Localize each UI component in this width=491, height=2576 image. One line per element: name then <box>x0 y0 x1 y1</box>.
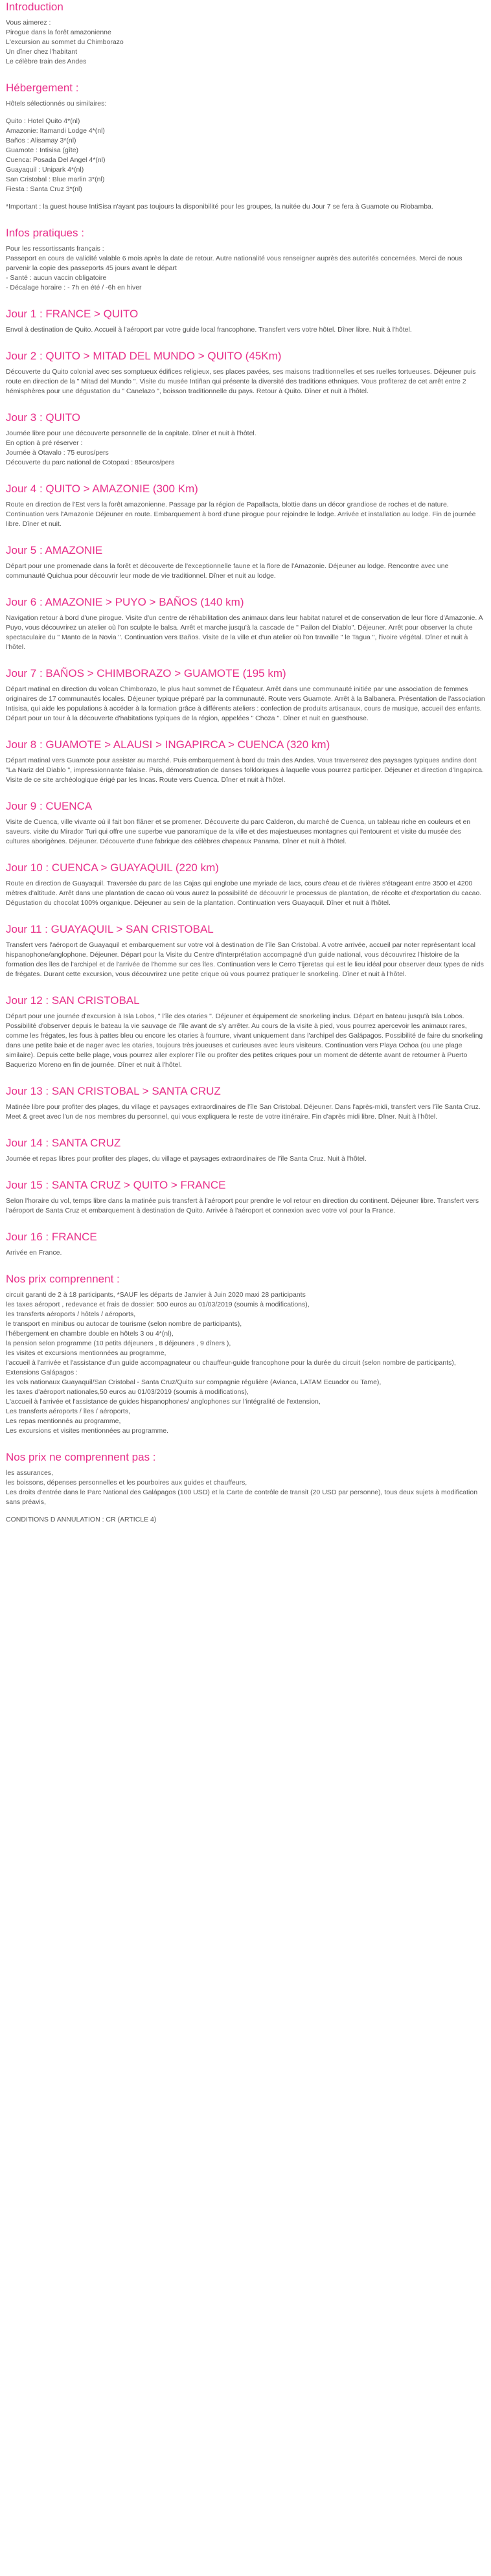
day-title: Jour 5 : AMAZONIE <box>6 544 103 556</box>
day-section <box>6 1084 485 1122</box>
conditions-annulation: CONDITIONS D ANNULATION : CR (ARTICLE 4) <box>6 1516 157 1523</box>
day-text: Transfert vers l'aéroport de Guayaquil et embarquement sur votre vol à destination de l'île San Cristobal. A votre arrivée, accueil par noter représentant local hispanophone/anglophone. Déjeuner. Départ pour la Visite du Centre d'Interprétation accompagné d'un guide national, vous découvrirez l'histoire de la formation des îles de l'archipel et de l'arrivée de l'homme sur ces îles. Continuation vers le Cerro Tijeretas qui est le lieu idéal pour observer deux types de nids de frégates. Durant cette excursion, vous découvrirez une petite crique où vous pourrez pratiquer le snorkeling. Dîner et nuit à l'hôtel. <box>6 941 484 978</box>
day-title: Jour 6 : AMAZONIE > PUYO > BAÑOS (140 km) <box>6 596 244 608</box>
day-section <box>6 349 485 396</box>
hotel-list <box>6 117 485 194</box>
day-text: Selon l'horaire du vol, temps libre dans la matinée puis transfert à l'aéroport pour prendre le vol retour en direction du continent. Déjeuner libre. Transfert vers l'aéroport de Santa Cruz et embarquement à destination de Quito. Arrivée à l'aéroport et connexion avec votre vol pour la France. <box>6 1197 479 1214</box>
hotel-item: Cuenca: Posada Del Angel 4*(nl) <box>6 156 106 164</box>
day-title: Jour 12 : SAN CRISTOBAL <box>6 994 140 1007</box>
hotel-item: Baños : Alisamay 3*(nl) <box>6 137 76 144</box>
prix-comprend-section <box>6 1272 485 1436</box>
hotel-item: Amazonie: Itamandi Lodge 4*(nl) <box>6 127 105 135</box>
intro-title: Introduction <box>6 1 63 13</box>
day-title: Jour 7 : BAÑOS > CHIMBORAZO > GUAMOTE (195 km) <box>6 667 286 679</box>
day-section <box>6 482 485 529</box>
infos-line: Passeport en cours de validité valable 6 mois après la date de retour. Autre nationalité vous renseigner auprès des autorités concernées. Merci de nous parvenir la copie des passeports 45 jours avant le départ <box>6 255 462 272</box>
day-title: Jour 11 : GUAYAQUIL > SAN CRISTOBAL <box>6 923 214 935</box>
day-section <box>6 307 485 335</box>
day-title: Jour 16 : FRANCE <box>6 1231 97 1243</box>
day-section <box>6 543 485 581</box>
day-text: Découverte du Quito colonial avec ses somptueux édifices religieux, ses places pavées, ses maisons traditionnelles et ses ruelles tortueuses. Déjeuner puis route en direction de la " Mitad del Mundo ". Visite du musée Intiñan qui présente la diversité des traditions ethniques. Vous profiterez de cet arrêt entre 2 hémisphères pour une dégustation du " Canelazo ", boisson traditionnelle du pays. Retour à Quito. Dîner et nuit à l'hôtel. <box>6 368 476 395</box>
day-text: Arrivée en France. <box>6 1249 62 1257</box>
day-title: Jour 1 : FRANCE > QUITO <box>6 308 139 320</box>
hebergement-section <box>6 81 485 212</box>
hotel-item: Quito : Hotel Quito 4*(nl) <box>6 117 80 125</box>
day-text: Navigation retour à bord d'une pirogue. Visite d'un centre de réhabilitation des animaux dans leur habitat naturel et de conservation de leur flore d'Amazonie. A Puyo, vous découvrirez un atelier où l'on sculpte le balsa. Arrêt et marche jusqu'à la cascade de " Pailon del Diablo". Déjeuner. Arrêt pour observer la chute spectaculaire du " Manto de la Novia ". Continuation vers Baños. Visite de la ville et d'un atelier où l'on travaille " le Tagua ", l'ivoire végétal. Dîner et nuit à l'hôtel. <box>6 614 483 651</box>
prix-comprend-item: les taxes aéroport , redevance et frais de dossier: 500 euros au 01/03/2019 (soumis à modifications), <box>6 1301 310 1308</box>
day-text: En option à pré réserver : <box>6 439 83 447</box>
prix-comprend-item: la pension selon programme (10 petits déjeuners , 8 déjeuners , 9 dîners ), <box>6 1339 231 1347</box>
day-section <box>6 1178 485 1216</box>
prix-comprend-item: L'accueil à l'arrivée et l'assistance de guides hispanophones/ anglophones sur l'intégralité de l'extension, <box>6 1398 321 1406</box>
day-title: Jour 15 : SANTA CRUZ > QUITO > FRANCE <box>6 1179 226 1191</box>
prix-comprend-item: les vols nationaux Guayaquil/San Cristobal - Santa Cruz/Quito sur compagnie régulière (Avianca, LATAM Ecuador ou Tame), <box>6 1378 382 1386</box>
hotel-item: Fiesta : Santa Cruz 3*(nl) <box>6 185 82 193</box>
hebergement-note: *Important : la guest house IntiSisa n'ayant pas toujours la disponibilité pour les groupes, la nuitée du Jour 7 se fera à Guamote ou Riobamba. <box>6 203 433 211</box>
hotel-item: Guayaquil : Unipark 4*(nl) <box>6 166 84 174</box>
infos-title: Infos pratiques : <box>6 227 84 239</box>
day-text: Journée et repas libres pour profiter des plages, du village et paysages extraordinaires de l'île Santa Cruz. Nuit à l'hôtel. <box>6 1155 367 1163</box>
day-text: Découverte du parc national de Cotopaxi : 85euros/pers <box>6 459 175 466</box>
day-text: Journée libre pour une découverte personnelle de la capitale. Dîner et nuit à l'hôtel. <box>6 429 257 437</box>
day-section <box>6 667 485 724</box>
prix-comprend-item: Les repas mentionnés au programme, <box>6 1417 121 1425</box>
hebergement-subtitle: Hôtels sélectionnés ou similaires: <box>6 100 107 108</box>
day-text: Route en direction de l'Est vers la forêt amazonienne. Passage par la région de Papallacta, blottie dans un décor grandiose de roches et de nature. Continuation vers l'Amazonie Déjeuner en route. Embarquement à bord d'une pirogue pour rejoindre le lodge. Arrivée et installation au lodge. Fin de journée libre. Dîner et nuit. <box>6 501 476 528</box>
hotel-item: Guamote : Intisisa (gîte) <box>6 146 79 154</box>
hebergement-title: Hébergement : <box>6 82 79 94</box>
day-section <box>6 861 485 908</box>
prix-comprend-item: circuit garanti de 2 à 18 participants, *SAUF les départs de Janvier à Juin 2020 maxi 28 participants <box>6 1291 306 1299</box>
day-title: Jour 9 : CUENCA <box>6 800 93 812</box>
day-text: Départ pour une promenade dans la forêt et découverte de l'exceptionnelle faune et la flore de l'Amazonie. Déjeuner au lodge. Rencontre avec une communauté Quichua pour découvrir leur mode de vie traditionnel. Dîner et nuit au lodge. <box>6 562 449 580</box>
day-title: Jour 2 : QUITO > MITAD DEL MUNDO > QUITO (45Km) <box>6 350 282 362</box>
prix-comprend-item: Les transferts aéroports / îles / aéroports, <box>6 1408 131 1415</box>
day-title: Jour 3 : QUITO <box>6 411 80 424</box>
prix-ne-comprend-item: les assurances, <box>6 1469 53 1477</box>
intro-line: Le célèbre train des Andes <box>6 58 87 65</box>
day-section <box>6 738 485 785</box>
day-text: Départ pour une journée d'excursion à Isla Lobos, " l'île des otaries ". Déjeuner et équipement de snorkeling inclus. Départ en bateau jusqu'à Isla Lobos. Possibilité d'observer depuis le bateau la vie sauvage de l'île avant de s'y arrêter. Au cours de la visite à pied, vous pourrez apercevoir les animaux rares, comme les frégates, les fous à pattes bleu ou encore les otaries à fourrure, vivant uniquement dans l'archipel des Galápagos. Possibilité de faire du snorkeling dans une petite baie et de nager avec les otaries, toujours très joueuses et curieuses avec leurs visiteurs. Continuation vers Playa Ochoa (ou une plage similaire). Depuis cette belle plage, vous pourrez aller explorer l'île ou profiter des petites criques pour un moment de détente avant de retourner à Puerto Baquerizo Moreno en fin de journée. Dîner et nuit à l'hôtel. <box>6 1012 483 1069</box>
day-section <box>6 799 485 847</box>
day-text: Visite de Cuenca, ville vivante où il fait bon flâner et se promener. Découverte du parc Calderon, du marché de Cuenca, un tableau riche en couleurs et en saveurs. visite du Mirador Turi qui offre une superbe vue panoramique de la ville et des majestueuses montagnes qui l'entourent et visite du musée des cultures aborigènes. Déjeuner. Découverte d'une fabrique des célèbres chapeaux Panama. Dîner et nuit à l'hôtel. <box>6 818 471 845</box>
prix-comprend-item: les transferts aéroports / hôtels / aéroports, <box>6 1310 136 1318</box>
day-text: Départ matinal en direction du volcan Chimborazo, le plus haut sommet de l'Équateur. Arrêt dans une communauté initiée par une association de femmes originaires de 17 communautés locales. Déjeuner typique préparé par la communauté. Route vers Guamote. Arrêt à la Balbanera. Présentation de l'association Intisisa, qui aide les populations à accéder à la formation grâce à différents ateliers : confection de produits artisanaux, cours de musique, accueil des enfants. Départ pour un tour à la découverte d'habitations typiques de la région, appelées " Choza ". Dîner et nuit en guesthouse. <box>6 685 485 722</box>
prix-comprend-title: Nos prix comprennent : <box>6 1273 120 1285</box>
day-text: Départ matinal vers Guamote pour assister au marché. Puis embarquement à bord du train des Andes. Vous traverserez des paysages typiques andins dont "La Nariz del Diablo ", impressionnante falaise. Puis, démonstration de danses folkloriques à laquelle vous pourrez participer. Déjeuner et direction d'Ingapirca. Visite de ce site archéologique érigé par les Incas. Route vers Cuenca. Dîner et nuit à l'hôtel. <box>6 757 484 784</box>
day-title: Jour 13 : SAN CRISTOBAL > SANTA CRUZ <box>6 1085 221 1097</box>
intro-line: L'excursion au sommet du Chimborazo <box>6 38 124 46</box>
day-section <box>6 1230 485 1258</box>
day-text: Route en direction de Guayaquil. Traversée du parc de las Cajas qui englobe une myriade de lacs, cours d'eau et de rivières s'étageant entre 3500 et 4200 mètres d'altitude. Arrêt dans une plantation de cacao où vous aurez la possibilité de découvrir le processus de plantation, de récolte et d'exportation du cacao. Dégustation du chocolat 100% organique. Déjeuner au sein de la plantation. Continuation vers Guayaquil. Dîner et nuit à l'hôtel. <box>6 880 482 907</box>
infos-section <box>6 226 485 293</box>
prix-ne-comprend-title: Nos prix ne comprennent pas : <box>6 1451 156 1463</box>
day-text: Journée à Otavalo : 75 euros/pers <box>6 449 109 457</box>
prix-ne-comprend-item: Les droits d'entrée dans le Parc National des Galápagos (100 USD) et la Carte de contrôle de transit (20 USD par personne), tous deux sujets à modification sans préavis, <box>6 1488 478 1506</box>
prix-comprend-item: les visites et excursions mentionnées au programme, <box>6 1349 166 1357</box>
day-section <box>6 922 485 979</box>
day-title: Jour 14 : SANTA CRUZ <box>6 1137 121 1149</box>
day-title: Jour 4 : QUITO > AMAZONIE (300 Km) <box>6 483 198 495</box>
day-section <box>6 595 485 652</box>
day-text: Envol à destination de Quito. Accueil à l'aéroport par votre guide local francophone. Transfert vers votre hôtel. Dîner libre. Nuit à l'hôtel. <box>6 326 412 334</box>
day-text: Matinée libre pour profiter des plages, du village et paysages extraordinaires de l'île San Cristobal. Déjeuner. Dans l'après-midi, transfert vers l'île Santa Cruz. Meet & greet avec l'un de nos membres du personnel, qui vous expliquera le reste de votre itinéraire. Fin d'après midi libre. Dîner. Nuit à l'hôtel. <box>6 1103 481 1121</box>
intro-list <box>6 18 485 67</box>
day-section <box>6 1136 485 1164</box>
intro-line: Vous aimerez : <box>6 19 51 27</box>
hotel-item: San Cristobal : Blue marlin 3*(nl) <box>6 176 105 183</box>
infos-line: - Santé : aucun vaccin obligatoire <box>6 274 107 282</box>
day-section <box>6 994 485 1070</box>
day-title: Jour 10 : CUENCA > GUAYAQUIL (220 km) <box>6 861 219 874</box>
prix-comprend-item: les taxes d'aéroport nationales,50 euros au 01/03/2019 (soumis à modifications), <box>6 1388 249 1396</box>
prix-ne-comprend-item: les boissons, dépenses personnelles et les pourboires aux guides et chauffeurs, <box>6 1479 247 1487</box>
prix-comprend-item: l'hébergement en chambre double en hôtels 3 ou 4*(nl), <box>6 1330 174 1338</box>
intro-line: Un dîner chez l'habitant <box>6 48 77 56</box>
intro-line: Pirogue dans la forêt amazonienne <box>6 28 111 36</box>
prix-comprend-item: Extensions Galápagos : <box>6 1369 78 1376</box>
prix-comprend-item: Les excursions et visites mentionnées au programme. <box>6 1427 168 1435</box>
prix-comprend-item: le transport en minibus ou autocar de tourisme (selon nombre de participants), <box>6 1320 242 1328</box>
infos-line: Pour les ressortissants français : <box>6 245 104 253</box>
prix-comprend-item: l'accueil à l'arrivée et l'assistance d'un guide accompagnateur ou chauffeur-guide francophone pour la durée du circuit (selon nombre de participants), <box>6 1359 456 1367</box>
infos-line: - Décalage horaire : - 7h en été / -6h en hiver <box>6 284 142 291</box>
intro-section <box>6 0 485 67</box>
prix-ne-comprend-section <box>6 1450 485 1525</box>
day-section <box>6 411 485 468</box>
day-title: Jour 8 : GUAMOTE > ALAUSI > INGAPIRCA > CUENCA (320 km) <box>6 738 330 751</box>
